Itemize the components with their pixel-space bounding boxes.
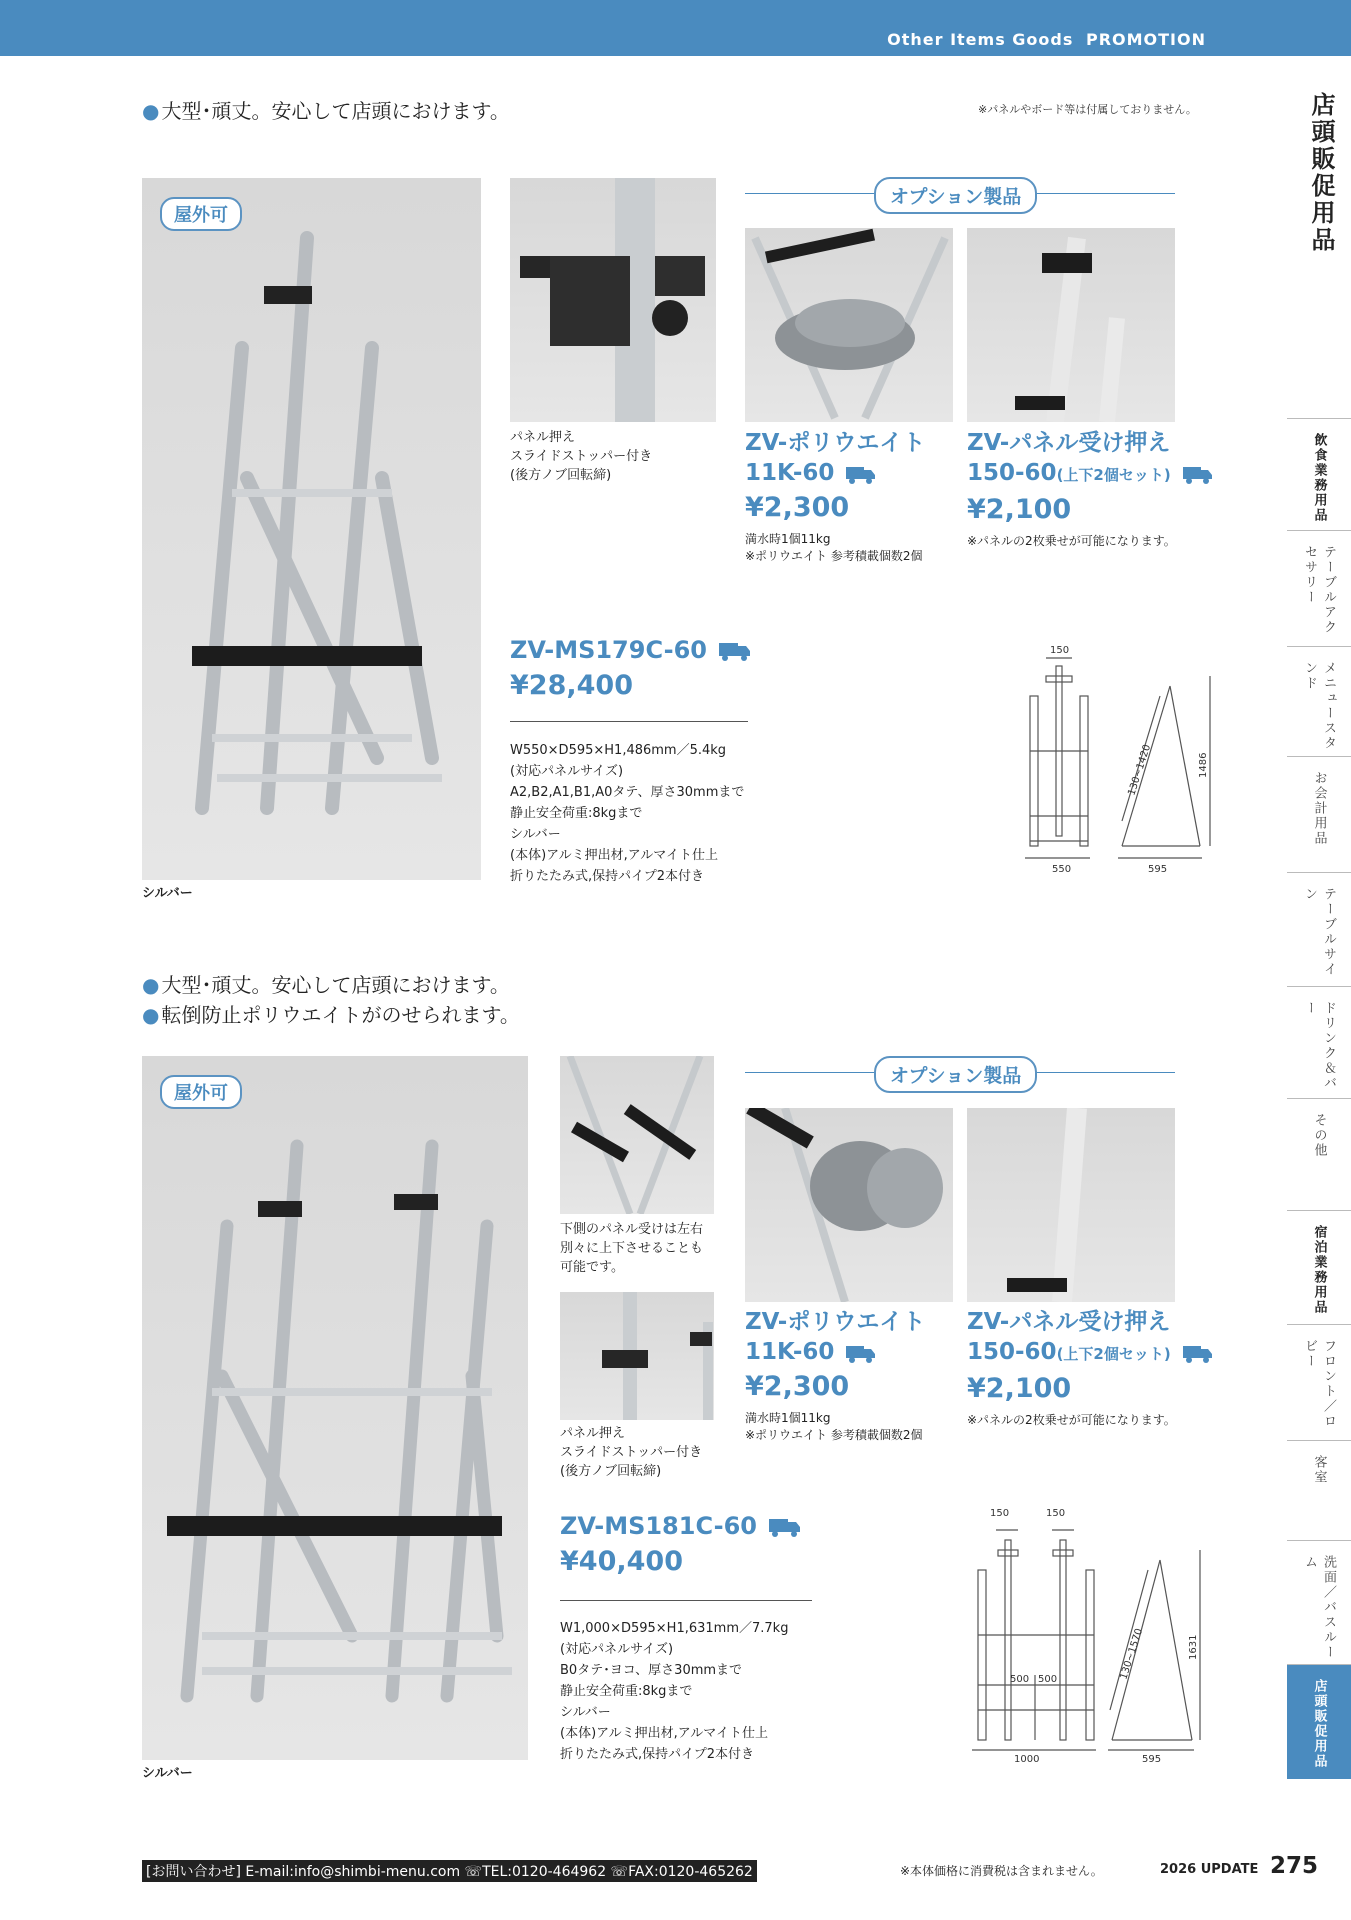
product-photo-ms179c <box>142 178 481 880</box>
option-model-text: 150-60 <box>967 1339 1057 1365</box>
option-photo-panel-holder <box>967 228 1175 422</box>
detail-caption-line: 別々に上下させることも <box>560 1241 704 1256</box>
option-model-note: (上下2個セット) <box>1056 1345 1171 1363</box>
product-price: ¥28,400 <box>510 670 633 701</box>
option-model-note: (上下2個セット) <box>1056 466 1171 484</box>
option-model <box>745 1337 925 1367</box>
header-text <box>887 30 1206 49</box>
option-model-text: 11K-60 <box>745 1339 835 1365</box>
dimension-drawing-ms181c <box>960 1500 1210 1762</box>
product-ms179c <box>510 636 751 701</box>
option-note: ※パネルの2枚乗せが可能になります。 <box>967 1413 1176 1427</box>
option-name: ZV-ポリウエイト <box>745 1309 926 1335</box>
headline-text: 転倒防止ポリウエイトがのせられます。 <box>161 1003 520 1027</box>
product-name-text: ZV-MS179C-60 <box>510 636 707 664</box>
option-note: 満水時1個11kg <box>745 532 831 546</box>
tab-store-promotion[interactable] <box>1287 1664 1351 1779</box>
spec-line: シルバー <box>510 827 561 842</box>
tab-guest-room[interactable] <box>1287 1440 1351 1541</box>
dimension-drawing-ms179c <box>1010 636 1215 882</box>
product-name-text: ZV-MS181C-60 <box>560 1512 757 1540</box>
option-name: ZV-パネル受け押え <box>967 430 1171 456</box>
footer-contact: [お問い合わせ] E-mail:info@shimbi-menu.com ☏TEL:0120-464962 ☏FAX:0120-465262 <box>142 1860 757 1882</box>
spec-line: 折りたたみ式,保持パイプ2本付き <box>510 869 705 884</box>
option-note: ※パネルの2枚乗せが可能になります。 <box>967 534 1176 548</box>
detail-photo-clamp <box>510 178 716 422</box>
tab-checkout[interactable] <box>1287 756 1351 873</box>
spec-line: A2,B2,A1,B1,A0タテ、厚さ30mmまで <box>510 785 745 800</box>
dim-top-left: 150 <box>990 1508 1010 1519</box>
dim-width: 550 <box>1052 864 1072 875</box>
option-label: オプション製品 <box>874 1056 1037 1093</box>
option-panel-holder <box>967 428 1213 550</box>
product-rule <box>560 1600 812 1601</box>
option-model <box>967 1337 1213 1369</box>
truck-icon <box>719 640 751 662</box>
dim-top-right: 150 <box>1046 1508 1066 1519</box>
bullet-icon: ● <box>142 99 160 123</box>
tab-menu-stand[interactable] <box>1287 646 1351 757</box>
spec-line: W550×D595×H1,486mm／5.4kg <box>510 743 727 758</box>
panel-clamp <box>394 1194 438 1210</box>
footer-update: 2026 UPDATE <box>1160 1862 1259 1877</box>
outdoor-badge: 屋外可 <box>160 197 242 231</box>
dim-half-right: 500 <box>1038 1674 1058 1685</box>
option-photo-panel-holder <box>967 1108 1175 1302</box>
tab-label: 飲食業務用品 <box>1311 433 1327 523</box>
option-price: ¥2,300 <box>745 492 850 523</box>
tab-label: 店頭販促用品 <box>1311 1679 1327 1769</box>
spec-line: 静止安全荷重:8kgまで <box>510 806 643 821</box>
tab-food-service[interactable] <box>1287 418 1351 531</box>
easel-illustration <box>142 178 481 880</box>
detail-caption-line: スライドストッパー付き <box>510 449 653 464</box>
tab-label: メニュースタンド <box>1302 661 1336 751</box>
detail-caption-line: (後方ノブ回転締) <box>560 1464 662 1479</box>
outdoor-badge: 屋外可 <box>160 1075 242 1109</box>
option-model-text: 11K-60 <box>745 460 835 486</box>
detail-caption-line: 可能です。 <box>560 1260 624 1275</box>
tab-label: 宿泊業務用品 <box>1311 1225 1327 1315</box>
tab-table-accessory[interactable] <box>1287 530 1351 647</box>
footer-tax-note: ※本体価格に消費税は含まれません。 <box>900 1864 1103 1878</box>
detail-caption <box>560 1424 702 1481</box>
truck-icon <box>769 1516 801 1538</box>
dim-range: 130~1570 <box>1118 1627 1146 1681</box>
headline-text: 大型･頑丈。安心して店頭におけます。 <box>161 99 510 123</box>
spec-line: (対応パネルサイズ) <box>510 764 624 779</box>
panel-clamp <box>258 1201 302 1217</box>
tab-other[interactable] <box>1287 1098 1351 1211</box>
tab-bathroom[interactable] <box>1287 1540 1351 1665</box>
detail-caption-line: パネル押え <box>560 1426 626 1441</box>
dim-depth: 595 <box>1142 1754 1162 1762</box>
spec-line: (本体)アルミ押出材,アルマイト仕上 <box>560 1726 768 1741</box>
option-notes <box>745 531 925 565</box>
tab-front-lobby[interactable] <box>1287 1324 1351 1441</box>
option-model <box>745 458 925 488</box>
spec-line: シルバー <box>560 1705 611 1720</box>
truck-icon <box>1183 464 1213 484</box>
truck-icon <box>1183 1343 1213 1363</box>
easel-illustration <box>142 1056 528 1760</box>
product-specs <box>510 740 744 887</box>
product-name <box>510 636 751 664</box>
dim-height: 1486 <box>1198 752 1209 778</box>
tab-label: 洗面／バスルーム <box>1302 1555 1336 1660</box>
option-notes <box>967 533 1213 550</box>
detail-photo-lower-holder <box>560 1056 714 1214</box>
tab-label: 客室 <box>1311 1455 1327 1485</box>
option-model <box>967 458 1213 490</box>
header-brand: Other Items Goods <box>887 30 1074 49</box>
option-notes <box>745 1410 925 1444</box>
spec-line: B0タテ･ヨコ、厚さ30mmまで <box>560 1663 743 1678</box>
option-model-text: 150-60 <box>967 460 1057 486</box>
option-note: ※ポリウエイト 参考積載個数2個 <box>745 549 923 563</box>
panel-holder-bar <box>192 646 422 666</box>
option-polyweight <box>745 428 925 565</box>
section1-headline <box>142 96 510 126</box>
spec-line: (本体)アルミ押出材,アルマイト仕上 <box>510 848 718 863</box>
product-photo-ms181c <box>142 1056 528 1760</box>
option-note: 満水時1個11kg <box>745 1411 831 1425</box>
detail-caption <box>560 1220 703 1277</box>
product-rule <box>510 721 748 722</box>
product-ms181c <box>560 1512 801 1577</box>
option-name: ZV-パネル受け押え <box>967 1309 1171 1335</box>
headline-text: 大型･頑丈。安心して店頭におけます。 <box>161 973 510 997</box>
spec-line: 静止安全荷重:8kgまで <box>560 1684 693 1699</box>
truck-icon <box>846 464 876 484</box>
tab-label: その他 <box>1311 1113 1327 1158</box>
truck-icon <box>846 1343 876 1363</box>
tab-label: お会計用品 <box>1311 771 1327 846</box>
header-section: PROMOTION <box>1085 30 1206 49</box>
detail-caption-line: パネル押え <box>510 430 576 445</box>
option-label: オプション製品 <box>874 177 1037 214</box>
option-price: ¥2,300 <box>745 1371 850 1402</box>
detail-caption-line: (後方ノブ回転締) <box>510 468 612 483</box>
spec-line: (対応パネルサイズ) <box>560 1642 674 1657</box>
product-specs <box>560 1618 788 1765</box>
detail-caption-line: 下側のパネル受けは左右 <box>560 1222 704 1237</box>
tab-hotel-service[interactable] <box>1287 1210 1351 1325</box>
option-polyweight <box>745 1307 925 1444</box>
panel-holder-bar <box>167 1516 502 1536</box>
tab-label: テーブルサイン <box>1302 887 1336 977</box>
spec-line: W1,000×D595×H1,631mm／7.7kg <box>560 1621 789 1636</box>
product-name <box>560 1512 801 1540</box>
dim-depth: 595 <box>1148 864 1168 875</box>
detail-caption <box>510 428 652 485</box>
option-notes <box>967 1412 1213 1429</box>
tab-label: テーブルアクセサリー <box>1302 545 1336 635</box>
page-number: 275 <box>1270 1853 1319 1879</box>
section1-note: ※パネルやボード等は付属しておりません。 <box>978 103 1197 116</box>
panel-clamp <box>264 286 312 304</box>
dim-top: 150 <box>1050 645 1070 656</box>
bullet-icon: ● <box>142 973 160 997</box>
option-price: ¥2,100 <box>967 494 1072 525</box>
section2-headline <box>142 970 520 1030</box>
dim-range: 130~1420 <box>1126 743 1154 797</box>
bullet-icon: ● <box>142 1003 160 1027</box>
detail-caption-line: スライドストッパー付き <box>560 1445 703 1460</box>
color-caption: シルバー <box>142 886 193 901</box>
option-price: ¥2,100 <box>967 1373 1072 1404</box>
option-name: ZV-ポリウエイト <box>745 430 926 456</box>
dim-width: 1000 <box>1014 1754 1040 1762</box>
option-note: ※ポリウエイト 参考積載個数2個 <box>745 1428 923 1442</box>
option-photo-polyweight <box>745 1108 953 1302</box>
tab-table-sign[interactable] <box>1287 872 1351 987</box>
dim-half-left: 500 <box>1010 1674 1030 1685</box>
color-caption: シルバー <box>142 1766 193 1781</box>
dim-height: 1631 <box>1188 1634 1199 1660</box>
option-photo-polyweight <box>745 228 953 422</box>
side-title: 店頭販促用品 <box>1307 92 1335 254</box>
spec-line: 折りたたみ式,保持パイプ2本付き <box>560 1747 755 1762</box>
tab-label: ドリンク＆バー <box>1302 1001 1336 1091</box>
tab-drink-bar[interactable] <box>1287 986 1351 1099</box>
option-panel-holder <box>967 1307 1213 1429</box>
product-price: ¥40,400 <box>560 1546 683 1577</box>
tab-label: フロント／ロビー <box>1302 1339 1336 1429</box>
detail-photo-clamp <box>560 1292 714 1420</box>
